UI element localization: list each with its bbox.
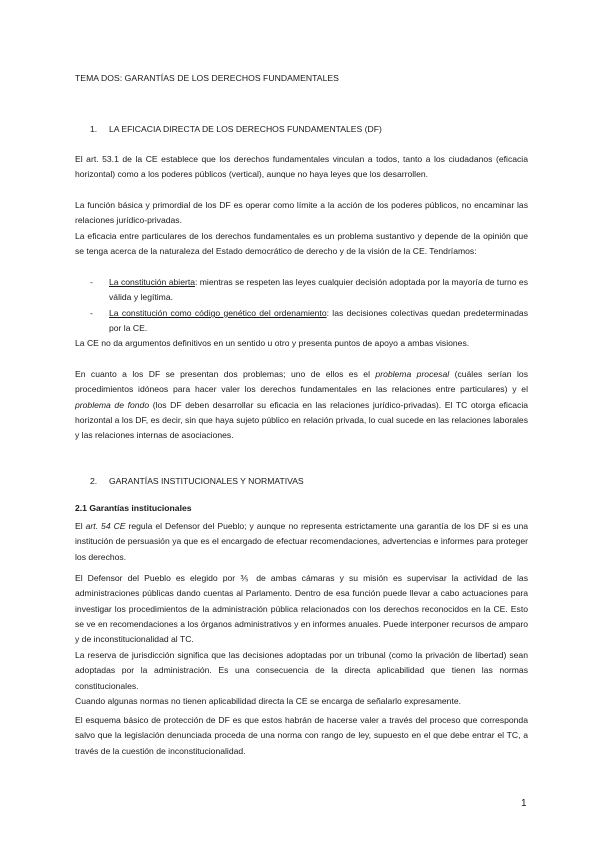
list-item (90, 275, 528, 306)
list-item (90, 306, 528, 337)
section-2-paragraph-2: El Defensor del Pueblo es elegido por ⅗ de ambas cámaras y su misión es supervisar la actividad de las administraciones públicas dando cuentas al Parlamento. Dentro de esa función puede llevar a cabo actuaciones para investigar los procedimientos de la administración pública relacionados con los derechos reconocidos en la CE. Esto se ve en recomendaciones a los órganos administrativos y en informes anuales. Puede interponer recursos de amparo y de inconstitucionalidad al TC. (75, 573, 528, 645)
section-2-number: 2. (90, 476, 98, 486)
emphasis-text: problema procesal (375, 369, 450, 379)
section-1-title: LA EFICACIA DIRECTA DE LOS DERECHOS FUNDAMENTALES (DF) (109, 124, 382, 134)
list-term: La constitución como código genético del ordenamiento (109, 308, 327, 318)
section-1-paragraph-4: La CE no da argumentos definitivos en un sentido u otro y presenta puntos de apoyo a ambas visiones. (75, 338, 470, 348)
subsection-heading: 2.1 Garantías institucionales (75, 503, 192, 513)
section-1-paragraph-2: La función básica y primordial de los DF es operar como límite a la acción de los poderes públicos, no encaminar las relaciones jurídico-privadas. (75, 200, 528, 226)
text-run: (cuáles serían los procedimientos idóneos para hacer valer los derechos fundamentales en las relaciones entre particulares) y el (75, 369, 528, 395)
emphasis-text: art. 54 CE (85, 521, 126, 531)
text-run: regula el Defensor del Pueblo; y aunque no representa estrictamente una garantía de los DF si es una institución de persuasión ya que es el encargado de efectuar recomendaciones, advertencias e informes para proteger los derechos. (75, 521, 529, 562)
section-1-paragraph-5 (75, 367, 528, 443)
text-run: (los DF deben desarrollar su eficacia en las relaciones jurídico-privadas). El TC otorga eficacia horizontal a los DF, es decir, sin que haya sujeto público en relación privada, lo cual sucede en las relaciones laborales y las relaciones internas de asociaciones. (75, 399, 529, 441)
list-dash: - (90, 308, 93, 318)
document-title: TEMA DOS: GARANTÍAS DE LOS DERECHOS FUNDAMENTALES (75, 73, 339, 83)
section-2-paragraph-1 (75, 519, 528, 565)
list-dash: - (90, 277, 93, 287)
section-2-paragraph-3: La reserva de jurisdicción significa que las decisiones adoptadas por un tribunal (como la privación de libertad) sean adoptadas por la administración. Es una consecuencia de la directa aplicabilidad que tienen las normas constitucionales. (75, 650, 528, 691)
page-number: 1 (521, 798, 527, 809)
section-1-number: 1. (90, 124, 98, 134)
section-2-paragraph-4: Cuando algunas normas no tienen aplicabilidad directa la CE se encarga de señalarlo expresamente. (75, 696, 462, 706)
list-text: : las decisiones colectivas quedan predeterminadas por la CE. (109, 308, 528, 334)
text-run: El (75, 521, 86, 531)
section-1-paragraph-3: La eficacia entre particulares de los derechos fundamentales es un problema sustantivo y depende de la opinión que se tenga acerca de la naturaleza del Estado democrático de derecho y de la visión de la CE. Tendríamos: (75, 231, 528, 257)
section-1-paragraph-1: El art. 53.1 de la CE establece que los derechos fundamentales vinculan a todos, tanto a los ciudadanos (eficacia horizontal) como a los poderes públicos (vertical), aunque no haya leyes que los desarrollen. (75, 154, 528, 180)
text-run: En cuanto a los DF se presentan dos problemas; uno de ellos es el (75, 369, 376, 379)
emphasis-text: problema de fondo (75, 399, 150, 410)
section-2-paragraph-5: El esquema básico de protección de DF es que estos habrán de hacerse valer a través del proceso que corresponda salvo que la legislación denunciada proceda de una norma con rango de ley, supuesto en el que debe entrar el TC, a través de la cuestión de inconstitucionalidad. (75, 715, 528, 756)
section-2-title: GARANTÍAS INSTITUCIONALES Y NORMATIVAS (109, 476, 304, 486)
section-2-heading (90, 476, 304, 486)
section-1-heading (90, 124, 382, 134)
list-text: : mientras se respeten las leyes cualquier decisión adoptada por la mayoría de turno es válida y legítima. (109, 277, 528, 303)
list-term: La constitución abierta (109, 277, 195, 287)
